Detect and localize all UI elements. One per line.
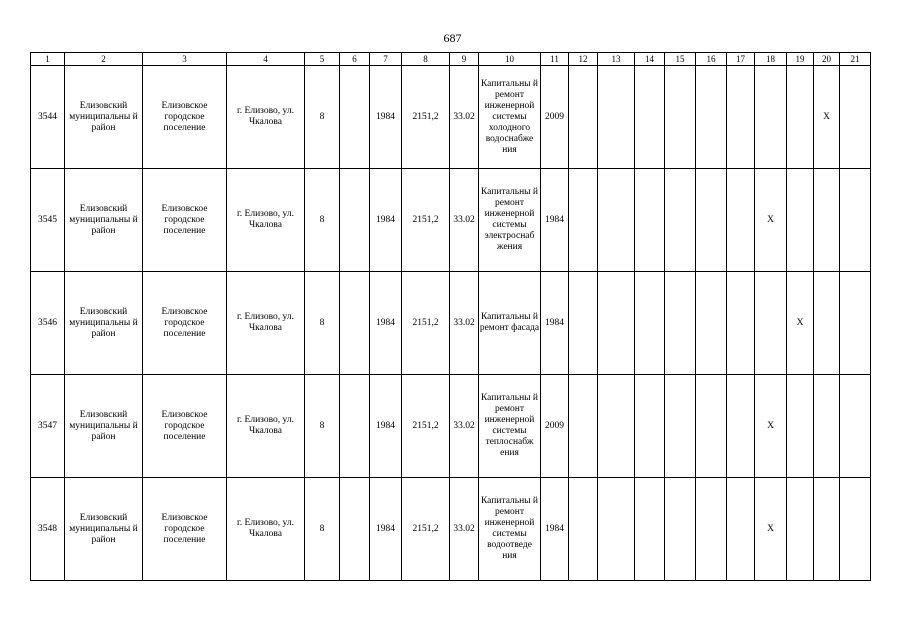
header-cell: 20 <box>814 53 840 66</box>
header-cell: 5 <box>305 53 340 66</box>
table-row <box>31 478 871 581</box>
table-cell-col3: Елизовское городское поселение <box>143 478 227 581</box>
table-cell-col2: Елизовский муниципальны й район <box>65 375 143 478</box>
header-cell: 9 <box>450 53 479 66</box>
table-cell-col19 <box>787 375 814 478</box>
table-cell-col4: г. Елизово, ул. Чкалова <box>227 169 305 272</box>
table-cell-col5: 8 <box>305 478 340 581</box>
table-cell-col9: 33.02 <box>450 169 479 272</box>
table-cell-col4: г. Елизово, ул. Чкалова <box>227 66 305 169</box>
table-cell-col14 <box>635 169 665 272</box>
header-cell: 3 <box>143 53 227 66</box>
table-cell-col19: X <box>787 272 814 375</box>
header-cell: 2 <box>65 53 143 66</box>
table-cell-col18: X <box>755 169 787 272</box>
table-cell-col9: 33.02 <box>450 272 479 375</box>
table-cell-col14 <box>635 272 665 375</box>
table-cell-col10: Капитальны й ремонт инженерной системы водоотведе ния <box>479 478 541 581</box>
table-cell-col20: X <box>814 66 840 169</box>
table-cell-col11: 2009 <box>541 375 569 478</box>
header-cell: 15 <box>665 53 696 66</box>
table-cell-col3: Елизовское городское поселение <box>143 375 227 478</box>
header-cell: 4 <box>227 53 305 66</box>
table-cell-col21 <box>840 375 871 478</box>
header-cell: 10 <box>479 53 541 66</box>
table-cell-col5: 8 <box>305 169 340 272</box>
table-cell-col16 <box>696 375 727 478</box>
table-cell-col20 <box>814 169 840 272</box>
table-cell-col2: Елизовский муниципальны й район <box>65 169 143 272</box>
table-cell-col8: 2151,2 <box>402 478 450 581</box>
header-cell: 8 <box>402 53 450 66</box>
table-cell-col1: 3544 <box>31 66 65 169</box>
table-cell-col18: X <box>755 478 787 581</box>
header-cell: 16 <box>696 53 727 66</box>
table-cell-col21 <box>840 66 871 169</box>
page-number: 687 <box>443 31 462 45</box>
table-cell-col8: 2151,2 <box>402 169 450 272</box>
header-cell: 7 <box>370 53 402 66</box>
header-cell: 13 <box>598 53 635 66</box>
table-cell-col13 <box>598 272 635 375</box>
header-cell: 19 <box>787 53 814 66</box>
header-cell: 11 <box>541 53 569 66</box>
table-cell-col18: X <box>755 375 787 478</box>
table-row <box>31 169 871 272</box>
table-cell-col16 <box>696 169 727 272</box>
table-cell-col18 <box>755 272 787 375</box>
table-cell-col12 <box>569 375 598 478</box>
table-cell-col12 <box>569 272 598 375</box>
table-cell-col14 <box>635 478 665 581</box>
table-cell-col7: 1984 <box>370 272 402 375</box>
table-cell-col5: 8 <box>305 375 340 478</box>
table-cell-col7: 1984 <box>370 66 402 169</box>
table-cell-col6 <box>340 169 370 272</box>
table-cell-col1: 3546 <box>31 272 65 375</box>
table-cell-col19 <box>787 169 814 272</box>
table-cell-col3: Елизовское городское поселение <box>143 66 227 169</box>
table-cell-col4: г. Елизово, ул. Чкалова <box>227 478 305 581</box>
table-cell-col15 <box>665 272 696 375</box>
table-cell-col7: 1984 <box>370 478 402 581</box>
table-row <box>31 375 871 478</box>
table-cell-col9: 33.02 <box>450 375 479 478</box>
table-cell-col20 <box>814 375 840 478</box>
table-cell-col8: 2151,2 <box>402 66 450 169</box>
table-cell-col21 <box>840 272 871 375</box>
table-cell-col16 <box>696 478 727 581</box>
table-cell-col18 <box>755 66 787 169</box>
table-cell-col10: Капитальны й ремонт инженерной системы электроснаб жения <box>479 169 541 272</box>
table-cell-col6 <box>340 272 370 375</box>
header-cell: 12 <box>569 53 598 66</box>
table-cell-col9: 33.02 <box>450 478 479 581</box>
table-cell-col16 <box>696 66 727 169</box>
table-cell-col20 <box>814 272 840 375</box>
table-cell-col17 <box>727 375 755 478</box>
table-cell-col17 <box>727 66 755 169</box>
table-cell-col15 <box>665 478 696 581</box>
table-cell-col15 <box>665 375 696 478</box>
table-cell-col1: 3545 <box>31 169 65 272</box>
table-row <box>31 66 871 169</box>
repair-schedule-table <box>30 52 871 581</box>
header-cell: 1 <box>31 53 65 66</box>
table-cell-col7: 1984 <box>370 169 402 272</box>
table-cell-col10: Капитальны й ремонт инженерной системы теплоснабж ения <box>479 375 541 478</box>
table-cell-col14 <box>635 66 665 169</box>
header-cell: 17 <box>727 53 755 66</box>
table-cell-col6 <box>340 478 370 581</box>
table-row <box>31 272 871 375</box>
table-cell-col5: 8 <box>305 272 340 375</box>
table-cell-col17 <box>727 272 755 375</box>
table-cell-col20 <box>814 478 840 581</box>
table-cell-col6 <box>340 375 370 478</box>
table-cell-col13 <box>598 478 635 581</box>
table-cell-col13 <box>598 375 635 478</box>
table-cell-col8: 2151,2 <box>402 375 450 478</box>
table-cell-col2: Елизовский муниципальны й район <box>65 66 143 169</box>
table-cell-col19 <box>787 478 814 581</box>
table-cell-col12 <box>569 478 598 581</box>
table-cell-col2: Елизовский муниципальны й район <box>65 478 143 581</box>
header-cell: 21 <box>840 53 871 66</box>
table-cell-col5: 8 <box>305 66 340 169</box>
table-cell-col10: Капитальны й ремонт инженерной системы холодного водоснабже ния <box>479 66 541 169</box>
table-cell-col8: 2151,2 <box>402 272 450 375</box>
table-cell-col21 <box>840 478 871 581</box>
table-cell-col12 <box>569 169 598 272</box>
table-cell-col4: г. Елизово, ул. Чкалова <box>227 375 305 478</box>
table-cell-col21 <box>840 169 871 272</box>
table-cell-col13 <box>598 66 635 169</box>
table-cell-col13 <box>598 169 635 272</box>
header-cell: 18 <box>755 53 787 66</box>
table-cell-col12 <box>569 66 598 169</box>
table-cell-col3: Елизовское городское поселение <box>143 169 227 272</box>
table-cell-col6 <box>340 66 370 169</box>
table-cell-col1: 3548 <box>31 478 65 581</box>
table-cell-col3: Елизовское городское поселение <box>143 272 227 375</box>
table-cell-col17 <box>727 478 755 581</box>
table-cell-col11: 1984 <box>541 272 569 375</box>
table-cell-col10: Капитальны й ремонт фасада <box>479 272 541 375</box>
table-cell-col15 <box>665 66 696 169</box>
column-number-header <box>31 53 871 66</box>
table-cell-col7: 1984 <box>370 375 402 478</box>
table-cell-col19 <box>787 66 814 169</box>
header-cell: 6 <box>340 53 370 66</box>
table-cell-col9: 33.02 <box>450 66 479 169</box>
table-cell-col11: 2009 <box>541 66 569 169</box>
table-cell-col17 <box>727 169 755 272</box>
table-cell-col14 <box>635 375 665 478</box>
table-cell-col16 <box>696 272 727 375</box>
table-cell-col11: 1984 <box>541 169 569 272</box>
header-cell: 14 <box>635 53 665 66</box>
table-cell-col1: 3547 <box>31 375 65 478</box>
table-cell-col4: г. Елизово, ул. Чкалова <box>227 272 305 375</box>
table-cell-col15 <box>665 169 696 272</box>
table-cell-col2: Елизовский муниципальны й район <box>65 272 143 375</box>
table-cell-col11: 1984 <box>541 478 569 581</box>
